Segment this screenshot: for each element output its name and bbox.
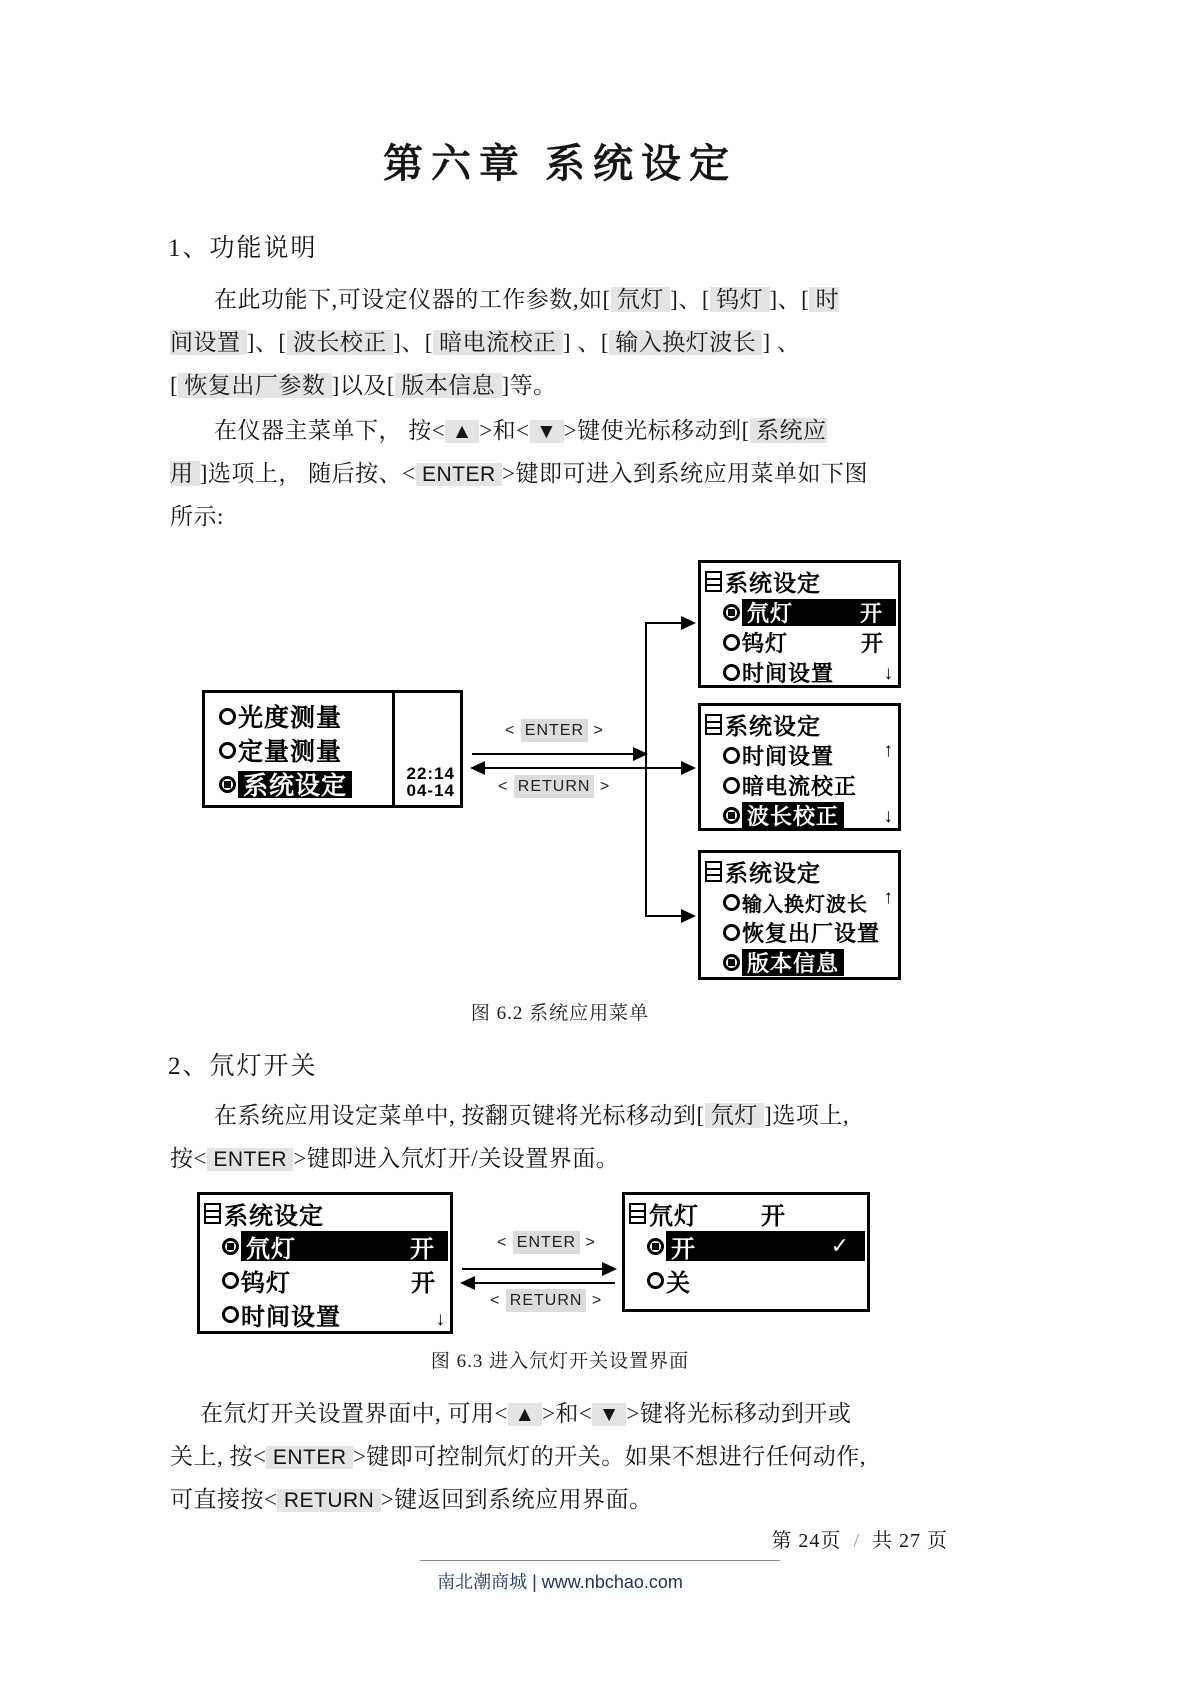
page-title: 第六章 系统设定 bbox=[383, 141, 737, 186]
branch-arrow-bottom bbox=[646, 915, 694, 917]
lcd-system-setup-screen bbox=[197, 1192, 453, 1334]
lcd-item-value: 开 bbox=[410, 1235, 435, 1263]
lcd-header-label: 系统设定 bbox=[725, 712, 821, 739]
paragraph-line: 关上, 按< ENTER >键即可控制氘灯的开关。如果不想进行任何动作, bbox=[170, 1444, 867, 1469]
lcd-header bbox=[701, 853, 898, 887]
lcd-item-label: 暗电流校正 bbox=[742, 773, 858, 799]
lcd-item-label: 钨灯 bbox=[742, 630, 789, 656]
paragraph-line: [ 恢复出厂参数 ]以及[ 版本信息 ]等。 bbox=[170, 373, 557, 398]
menu-list-icon bbox=[629, 1203, 646, 1224]
lcd-item-d2lamp-selected bbox=[200, 1229, 450, 1263]
lcd-item-wlamp bbox=[200, 1263, 450, 1297]
return-arrow bbox=[462, 1282, 615, 1284]
paragraph-line: 用 ]选项上， 随后按、< ENTER >键即可进入到系统应用菜单如下图 bbox=[170, 461, 868, 486]
menu-list-icon bbox=[204, 1203, 221, 1224]
selected-bar bbox=[241, 1231, 448, 1261]
menu-item-quantitative bbox=[205, 733, 460, 767]
radio-off-icon bbox=[723, 924, 740, 941]
paragraph-line: 在系统应用设定菜单中, 按翻页键将光标移动到[ 氘灯 ]选项上, bbox=[214, 1103, 850, 1128]
lcd-divider bbox=[392, 693, 395, 805]
lcd-item-lamp-change-wavelength bbox=[701, 887, 898, 917]
figure-63-caption: 图 6.3 进入氘灯开关设置界面 bbox=[430, 1351, 690, 1372]
menu-item-label: 系统设定 bbox=[243, 772, 348, 800]
scroll-down-icon: ↓ bbox=[883, 806, 893, 827]
radio-off-icon bbox=[219, 708, 236, 725]
lcd-item-time-setup bbox=[701, 740, 898, 770]
lcd-item-label: 时间设置 bbox=[742, 660, 835, 686]
lcd-system-setup-screen-2 bbox=[698, 703, 901, 831]
lcd-header-label: 系统设定 bbox=[224, 1202, 324, 1230]
menu-list-icon bbox=[705, 571, 722, 592]
lcd-header-label: 系统设定 bbox=[725, 569, 821, 596]
lcd-header-value: 开 bbox=[761, 1202, 786, 1230]
footer-divider bbox=[420, 1560, 780, 1561]
paragraph-line: 可直接按< RETURN >键返回到系统应用界面。 bbox=[170, 1487, 653, 1512]
lcd-item-wavelength-cal-selected bbox=[701, 800, 898, 830]
enter-key-label: < ENTER > bbox=[505, 722, 604, 740]
paragraph-line: 所示: bbox=[170, 504, 224, 529]
scroll-up-icon: ↑ bbox=[883, 887, 893, 908]
lcd-item-time-setup bbox=[200, 1297, 450, 1331]
lcd-item-value: 开 bbox=[411, 1269, 436, 1297]
branch-arrow-middle bbox=[646, 767, 694, 769]
lcd-item-label: 钨灯 bbox=[241, 1269, 291, 1297]
page-number-info bbox=[771, 1524, 948, 1553]
lcd-header bbox=[625, 1195, 867, 1229]
lcd-item-label: 时间设置 bbox=[742, 743, 835, 769]
current-page-label: 第 24页 bbox=[771, 1530, 842, 1552]
return-key-label: < RETURN > bbox=[490, 1292, 602, 1310]
selected-bar bbox=[742, 599, 896, 626]
lcd-system-setup-screen-1 bbox=[698, 560, 901, 688]
lcd-item-label: 输入换灯波长 bbox=[742, 893, 868, 916]
lcd-item-label: 氘灯 bbox=[246, 1235, 296, 1263]
lcd-item-label: 版本信息 bbox=[747, 950, 840, 976]
lcd-item-time-setup bbox=[701, 657, 898, 687]
paragraph-line: 在此功能下,可设定仪器的工作参数,如[ 氘灯 ]、[ 钨灯 ]、[ 时 bbox=[214, 287, 840, 312]
selected-bar bbox=[742, 949, 844, 976]
radio-off-icon bbox=[222, 1306, 239, 1323]
radio-off-icon bbox=[219, 742, 236, 759]
branch-arrow-top bbox=[646, 622, 694, 624]
menu-list-icon bbox=[705, 714, 722, 735]
lcd-item-label: 关 bbox=[666, 1269, 691, 1297]
lcd-item-d2lamp-selected bbox=[701, 597, 898, 627]
enter-arrow bbox=[472, 753, 646, 755]
radio-off-icon bbox=[723, 747, 740, 764]
lcd-item-label: 开 bbox=[671, 1235, 696, 1263]
lcd-item-wlamp bbox=[701, 627, 898, 657]
lcd-item-factory-reset bbox=[701, 917, 898, 947]
radio-off-icon bbox=[723, 634, 740, 651]
checkmark-icon: ✓ bbox=[830, 1233, 850, 1258]
lcd-item-label: 氘灯 bbox=[747, 600, 794, 626]
menu-item-label: 光度测量 bbox=[238, 704, 343, 732]
lcd-header bbox=[701, 706, 898, 740]
scroll-up-icon: ↑ bbox=[883, 740, 893, 761]
date-value: 04-14 bbox=[406, 781, 455, 800]
footer-site-text: 南北潮商城 | www.nbchao.com bbox=[437, 1572, 683, 1592]
menu-list-icon bbox=[705, 861, 722, 882]
lcd-item-label: 波长校正 bbox=[747, 803, 840, 829]
radio-off-icon bbox=[723, 664, 740, 681]
lcd-header bbox=[701, 563, 898, 597]
section2-heading: 2、氘灯开关 bbox=[168, 1053, 318, 1080]
lcd-item-off bbox=[625, 1263, 867, 1297]
menu-item-label: 定量测量 bbox=[238, 738, 343, 766]
lcd-main-menu-screen bbox=[202, 690, 463, 808]
paragraph-line: 间设置 ]、[ 波长校正 ]、[ 暗电流校正 ] 、[ 输入换灯波长 ] 、 bbox=[170, 330, 801, 355]
radio-on-icon bbox=[723, 807, 740, 824]
lcd-header-label: 系统设定 bbox=[725, 859, 821, 886]
radio-off-icon bbox=[222, 1272, 239, 1289]
paragraph-line: 按< ENTER >键即进入氘灯开/关设置界面。 bbox=[170, 1146, 620, 1171]
lcd-item-value: 开 bbox=[860, 630, 884, 656]
selected-bar bbox=[666, 1231, 865, 1261]
section1-heading: 1、功能说明 bbox=[168, 235, 318, 262]
time-value: 22:14 bbox=[406, 764, 455, 783]
lcd-header-label: 氘灯 bbox=[649, 1202, 699, 1230]
paragraph-line: 在氘灯开关设置界面中, 可用< ▲ >和< ▼ >键将光标移动到开或 bbox=[200, 1401, 852, 1426]
return-arrow bbox=[472, 767, 646, 769]
radio-on-icon bbox=[723, 604, 740, 621]
branch-line bbox=[645, 622, 647, 917]
total-pages-label: 共 27 页 bbox=[872, 1530, 948, 1552]
selected-bar bbox=[742, 802, 844, 829]
radio-on-icon bbox=[723, 954, 740, 971]
radio-on-icon bbox=[222, 1238, 239, 1255]
lcd-item-on-selected bbox=[625, 1229, 867, 1263]
lcd-d2lamp-switch-screen bbox=[622, 1192, 870, 1312]
lcd-item-version-info-selected bbox=[701, 947, 898, 977]
figure-62-caption: 图 6.2 系统应用菜单 bbox=[470, 1003, 650, 1024]
lcd-item-label: 时间设置 bbox=[241, 1303, 341, 1331]
lcd-item-value: 开 bbox=[859, 600, 883, 626]
enter-arrow bbox=[462, 1268, 615, 1270]
radio-off-icon bbox=[723, 894, 740, 911]
paragraph-line: 在仪器主菜单下， 按< ▲ >和< ▼ >键使光标移动到[ 系统应 bbox=[214, 418, 827, 443]
enter-key-label: < ENTER > bbox=[497, 1234, 596, 1252]
radio-on-icon bbox=[219, 776, 236, 793]
clock-display bbox=[407, 765, 455, 799]
lcd-item-label: 恢复出厂设置 bbox=[742, 920, 881, 946]
return-key-label: < RETURN > bbox=[498, 778, 610, 796]
lcd-item-dark-current-cal bbox=[701, 770, 898, 800]
selected-bar bbox=[238, 771, 352, 798]
radio-off-icon bbox=[647, 1272, 664, 1289]
lcd-header bbox=[200, 1195, 450, 1229]
menu-item-photometric bbox=[205, 699, 460, 733]
lcd-system-setup-screen-3 bbox=[698, 850, 901, 980]
page-separator: / bbox=[853, 1530, 860, 1552]
radio-off-icon bbox=[723, 777, 740, 794]
scroll-down-icon: ↓ bbox=[883, 663, 893, 684]
scroll-down-icon: ↓ bbox=[435, 1309, 445, 1330]
radio-on-icon bbox=[647, 1238, 664, 1255]
